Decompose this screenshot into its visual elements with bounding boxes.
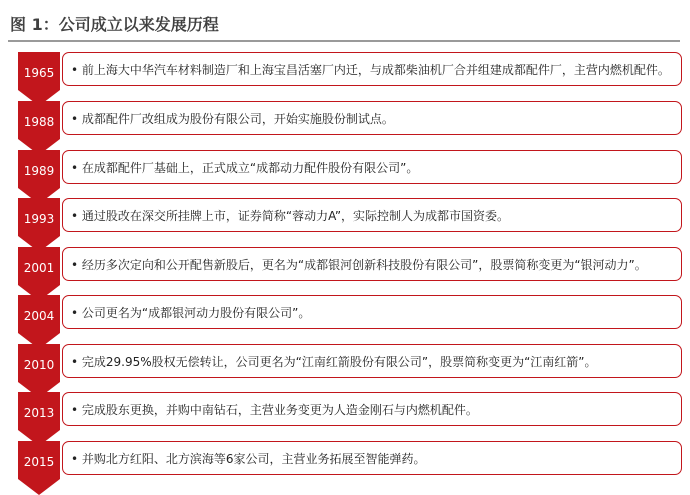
event-description: • 完成29.95%股权无偿转让，公司更名为“江南红箭股份有限公司”，股票简称变更为“江南红箭”。 [71,355,597,369]
figure-title: 图 1：公司成立以来发展历程 [10,15,219,34]
event-description: • 经历多次定向和公开配售新股后，更名为“成都银河创新科技股份有限公司”，股票简称变更为“银河动力”。 [71,258,647,272]
event-year: 2010 [23,358,55,372]
timeline-event [18,344,690,384]
year-chevron [18,392,66,446]
event-description: • 公司更名为“成都银河动力股份有限公司”。 [71,306,311,320]
year-chevron [18,344,66,398]
event-description: • 通过股改在深交所挂牌上市，证券简称“蓉动力A”，实际控制人为成都市国资委。 [71,209,510,223]
event-year: 1965 [23,66,55,80]
event-box [62,344,682,378]
event-box [62,198,682,232]
event-year: 1989 [23,164,55,178]
event-box [62,392,682,426]
year-chevron [18,198,66,252]
event-year: 2004 [23,309,55,323]
year-chevron [18,441,66,495]
event-description: • 在成都配件厂基础上，正式成立“成都动力配件股份有限公司”。 [71,161,419,175]
title-divider [8,40,680,42]
timeline-event [18,101,690,141]
event-box [62,441,682,475]
event-description: • 成都配件厂改组成为股份有限公司，开始实施股份制试点。 [71,112,394,126]
event-box [62,52,682,86]
year-chevron [18,150,66,204]
event-box [62,295,682,329]
event-year: 1993 [23,212,55,226]
timeline-event [18,392,690,432]
event-description: • 完成股东更换，并购中南钻石，主营业务变更为人造金刚石与内燃机配件。 [71,403,478,417]
timeline-event [18,150,690,190]
timeline-event [18,295,690,335]
timeline-event [18,247,690,287]
event-description: • 前上海大中华汽车材料制造厂和上海宝昌活塞厂内迁，与成都柴油机厂合并组建成都配件厂，主营内燃机配件。 [71,63,670,77]
year-chevron [18,295,66,349]
event-year: 2013 [23,406,55,420]
event-year: 2015 [23,455,55,469]
year-chevron [18,52,66,106]
event-description: • 并购北方红阳、北方滨海等6家公司，主营业务拓展至智能弹药。 [71,452,426,466]
event-year: 2001 [23,261,55,275]
timeline-event [18,441,690,481]
timeline-event [18,52,690,92]
timeline-event [18,198,690,238]
event-box [62,247,682,281]
event-box [62,150,682,184]
event-box [62,101,682,135]
timeline [0,52,690,469]
year-chevron [18,101,66,155]
event-year: 1988 [23,115,55,129]
year-chevron [18,247,66,301]
